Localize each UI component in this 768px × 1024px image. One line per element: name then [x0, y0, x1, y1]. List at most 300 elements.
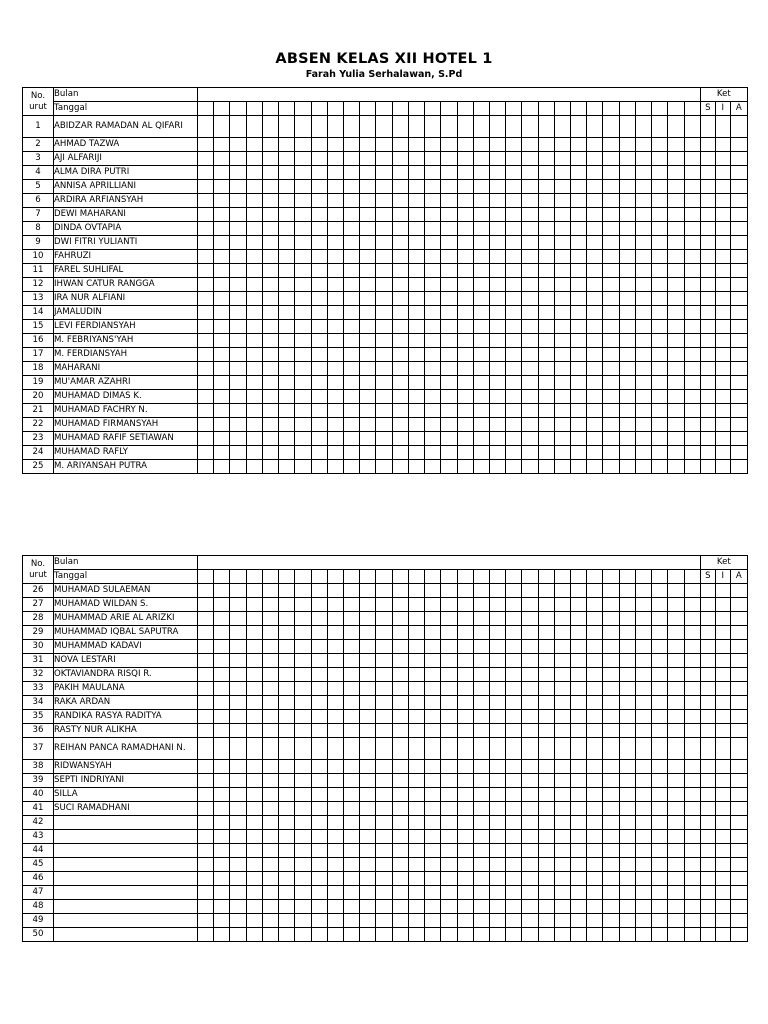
attendance-cell[interactable] — [360, 668, 376, 682]
attendance-cell[interactable] — [392, 774, 408, 788]
attendance-cell[interactable] — [587, 404, 603, 418]
attendance-cell[interactable] — [214, 802, 230, 816]
attendance-cell[interactable] — [619, 152, 635, 166]
attendance-cell[interactable] — [425, 724, 441, 738]
attendance-cell[interactable] — [246, 710, 262, 724]
attendance-cell[interactable] — [392, 626, 408, 640]
attendance-cell[interactable] — [441, 612, 457, 626]
attendance-cell[interactable] — [343, 222, 359, 236]
attendance-cell[interactable] — [279, 900, 295, 914]
attendance-cell[interactable] — [668, 334, 684, 348]
attendance-cell[interactable] — [376, 278, 392, 292]
attendance-cell[interactable] — [506, 682, 522, 696]
attendance-cell[interactable] — [343, 668, 359, 682]
attendance-cell[interactable] — [214, 180, 230, 194]
attendance-cell[interactable] — [457, 250, 473, 264]
attendance-cell[interactable] — [392, 584, 408, 598]
attendance-cell[interactable] — [587, 598, 603, 612]
attendance-cell[interactable] — [554, 738, 570, 760]
ket-sakit-cell[interactable] — [700, 460, 715, 474]
attendance-cell[interactable] — [489, 418, 505, 432]
attendance-cell[interactable] — [668, 362, 684, 376]
attendance-cell[interactable] — [506, 320, 522, 334]
attendance-cell[interactable] — [376, 446, 392, 460]
tanggal-cell[interactable] — [522, 102, 538, 116]
ket-alpha-cell[interactable] — [730, 390, 747, 404]
attendance-cell[interactable] — [668, 208, 684, 222]
attendance-cell[interactable] — [246, 654, 262, 668]
attendance-cell[interactable] — [425, 640, 441, 654]
ket-sakit-cell[interactable] — [700, 654, 715, 668]
attendance-cell[interactable] — [538, 278, 554, 292]
attendance-cell[interactable] — [376, 914, 392, 928]
attendance-cell[interactable] — [392, 362, 408, 376]
attendance-cell[interactable] — [441, 816, 457, 830]
attendance-cell[interactable] — [587, 166, 603, 180]
attendance-cell[interactable] — [425, 696, 441, 710]
attendance-cell[interactable] — [571, 682, 587, 696]
attendance-cell[interactable] — [441, 858, 457, 872]
attendance-cell[interactable] — [522, 152, 538, 166]
attendance-cell[interactable] — [684, 460, 700, 474]
attendance-cell[interactable] — [360, 886, 376, 900]
attendance-cell[interactable] — [392, 320, 408, 334]
attendance-cell[interactable] — [522, 334, 538, 348]
attendance-cell[interactable] — [214, 626, 230, 640]
attendance-cell[interactable] — [246, 738, 262, 760]
attendance-cell[interactable] — [262, 816, 278, 830]
attendance-cell[interactable] — [408, 194, 424, 208]
attendance-cell[interactable] — [473, 250, 489, 264]
attendance-cell[interactable] — [360, 292, 376, 306]
attendance-cell[interactable] — [538, 194, 554, 208]
attendance-cell[interactable] — [652, 710, 668, 724]
tanggal-cell[interactable] — [571, 102, 587, 116]
tanggal-cell[interactable] — [554, 570, 570, 584]
attendance-cell[interactable] — [343, 180, 359, 194]
attendance-cell[interactable] — [295, 264, 311, 278]
attendance-cell[interactable] — [457, 788, 473, 802]
attendance-cell[interactable] — [198, 774, 214, 788]
attendance-cell[interactable] — [457, 432, 473, 446]
attendance-cell[interactable] — [246, 306, 262, 320]
attendance-cell[interactable] — [376, 802, 392, 816]
attendance-cell[interactable] — [198, 788, 214, 802]
attendance-cell[interactable] — [392, 180, 408, 194]
attendance-cell[interactable] — [295, 446, 311, 460]
attendance-cell[interactable] — [668, 844, 684, 858]
attendance-cell[interactable] — [408, 446, 424, 460]
attendance-cell[interactable] — [408, 334, 424, 348]
attendance-cell[interactable] — [327, 250, 343, 264]
attendance-cell[interactable] — [311, 152, 327, 166]
attendance-cell[interactable] — [522, 886, 538, 900]
attendance-cell[interactable] — [668, 194, 684, 208]
attendance-cell[interactable] — [408, 696, 424, 710]
attendance-cell[interactable] — [587, 418, 603, 432]
attendance-cell[interactable] — [198, 668, 214, 682]
attendance-cell[interactable] — [538, 668, 554, 682]
ket-sakit-cell[interactable] — [700, 446, 715, 460]
attendance-cell[interactable] — [457, 376, 473, 390]
attendance-cell[interactable] — [392, 390, 408, 404]
attendance-cell[interactable] — [554, 872, 570, 886]
attendance-cell[interactable] — [619, 278, 635, 292]
attendance-cell[interactable] — [489, 696, 505, 710]
attendance-cell[interactable] — [343, 208, 359, 222]
attendance-cell[interactable] — [376, 640, 392, 654]
attendance-cell[interactable] — [587, 802, 603, 816]
attendance-cell[interactable] — [635, 928, 651, 942]
attendance-cell[interactable] — [198, 292, 214, 306]
attendance-cell[interactable] — [538, 584, 554, 598]
attendance-cell[interactable] — [230, 788, 246, 802]
attendance-cell[interactable] — [246, 460, 262, 474]
attendance-cell[interactable] — [230, 886, 246, 900]
attendance-cell[interactable] — [554, 774, 570, 788]
ket-alpha-cell[interactable] — [730, 292, 747, 306]
attendance-cell[interactable] — [489, 446, 505, 460]
attendance-cell[interactable] — [489, 760, 505, 774]
attendance-cell[interactable] — [408, 872, 424, 886]
attendance-cell[interactable] — [262, 390, 278, 404]
attendance-cell[interactable] — [376, 460, 392, 474]
ket-sakit-cell[interactable] — [700, 116, 715, 138]
attendance-cell[interactable] — [668, 390, 684, 404]
attendance-cell[interactable] — [425, 446, 441, 460]
attendance-cell[interactable] — [425, 654, 441, 668]
attendance-cell[interactable] — [522, 264, 538, 278]
ket-izin-cell[interactable] — [715, 858, 730, 872]
attendance-cell[interactable] — [295, 872, 311, 886]
ket-alpha-cell[interactable] — [730, 222, 747, 236]
attendance-cell[interactable] — [311, 376, 327, 390]
attendance-cell[interactable] — [214, 654, 230, 668]
attendance-cell[interactable] — [684, 710, 700, 724]
attendance-cell[interactable] — [408, 682, 424, 696]
attendance-cell[interactable] — [425, 760, 441, 774]
attendance-cell[interactable] — [279, 432, 295, 446]
attendance-cell[interactable] — [457, 194, 473, 208]
ket-izin-cell[interactable] — [715, 598, 730, 612]
attendance-cell[interactable] — [652, 236, 668, 250]
attendance-cell[interactable] — [506, 760, 522, 774]
attendance-cell[interactable] — [619, 264, 635, 278]
attendance-cell[interactable] — [506, 886, 522, 900]
ket-alpha-cell[interactable] — [730, 816, 747, 830]
attendance-cell[interactable] — [376, 404, 392, 418]
attendance-cell[interactable] — [635, 584, 651, 598]
attendance-cell[interactable] — [327, 460, 343, 474]
ket-sakit-cell[interactable] — [700, 250, 715, 264]
attendance-cell[interactable] — [327, 306, 343, 320]
attendance-cell[interactable] — [246, 222, 262, 236]
ket-sakit-cell[interactable] — [700, 710, 715, 724]
attendance-cell[interactable] — [198, 264, 214, 278]
attendance-cell[interactable] — [295, 886, 311, 900]
attendance-cell[interactable] — [538, 208, 554, 222]
attendance-cell[interactable] — [506, 180, 522, 194]
attendance-cell[interactable] — [295, 376, 311, 390]
ket-izin-cell[interactable] — [715, 696, 730, 710]
ket-izin-cell[interactable] — [715, 872, 730, 886]
attendance-cell[interactable] — [214, 724, 230, 738]
ket-alpha-cell[interactable] — [730, 598, 747, 612]
tanggal-cell[interactable] — [571, 570, 587, 584]
attendance-cell[interactable] — [668, 886, 684, 900]
attendance-cell[interactable] — [327, 788, 343, 802]
attendance-cell[interactable] — [522, 292, 538, 306]
attendance-cell[interactable] — [635, 180, 651, 194]
attendance-cell[interactable] — [635, 640, 651, 654]
ket-alpha-cell[interactable] — [730, 208, 747, 222]
attendance-cell[interactable] — [295, 682, 311, 696]
attendance-cell[interactable] — [230, 194, 246, 208]
attendance-cell[interactable] — [327, 816, 343, 830]
attendance-cell[interactable] — [230, 208, 246, 222]
attendance-cell[interactable] — [603, 152, 619, 166]
attendance-cell[interactable] — [587, 278, 603, 292]
attendance-cell[interactable] — [343, 724, 359, 738]
attendance-cell[interactable] — [295, 404, 311, 418]
tanggal-cell[interactable] — [652, 102, 668, 116]
ket-izin-cell[interactable] — [715, 612, 730, 626]
attendance-cell[interactable] — [652, 612, 668, 626]
attendance-cell[interactable] — [376, 180, 392, 194]
attendance-cell[interactable] — [473, 166, 489, 180]
attendance-cell[interactable] — [522, 900, 538, 914]
attendance-cell[interactable] — [668, 432, 684, 446]
attendance-cell[interactable] — [538, 250, 554, 264]
attendance-cell[interactable] — [392, 432, 408, 446]
attendance-cell[interactable] — [538, 760, 554, 774]
attendance-cell[interactable] — [619, 306, 635, 320]
attendance-cell[interactable] — [327, 886, 343, 900]
attendance-cell[interactable] — [554, 116, 570, 138]
attendance-cell[interactable] — [571, 264, 587, 278]
attendance-cell[interactable] — [506, 774, 522, 788]
attendance-cell[interactable] — [262, 844, 278, 858]
attendance-cell[interactable] — [554, 306, 570, 320]
attendance-cell[interactable] — [279, 418, 295, 432]
attendance-cell[interactable] — [425, 830, 441, 844]
attendance-cell[interactable] — [376, 682, 392, 696]
attendance-cell[interactable] — [425, 682, 441, 696]
attendance-cell[interactable] — [571, 612, 587, 626]
attendance-cell[interactable] — [327, 180, 343, 194]
tanggal-cell[interactable] — [441, 102, 457, 116]
attendance-cell[interactable] — [327, 802, 343, 816]
attendance-cell[interactable] — [295, 760, 311, 774]
attendance-cell[interactable] — [376, 788, 392, 802]
attendance-cell[interactable] — [376, 320, 392, 334]
tanggal-cell[interactable] — [603, 570, 619, 584]
attendance-cell[interactable] — [262, 668, 278, 682]
ket-alpha-cell[interactable] — [730, 362, 747, 376]
attendance-cell[interactable] — [214, 236, 230, 250]
attendance-cell[interactable] — [489, 376, 505, 390]
attendance-cell[interactable] — [376, 928, 392, 942]
attendance-cell[interactable] — [425, 844, 441, 858]
attendance-cell[interactable] — [506, 418, 522, 432]
ket-sakit-cell[interactable] — [700, 598, 715, 612]
attendance-cell[interactable] — [635, 682, 651, 696]
attendance-cell[interactable] — [538, 872, 554, 886]
attendance-cell[interactable] — [489, 654, 505, 668]
attendance-cell[interactable] — [230, 584, 246, 598]
attendance-cell[interactable] — [376, 724, 392, 738]
attendance-cell[interactable] — [652, 334, 668, 348]
ket-sakit-cell[interactable] — [700, 334, 715, 348]
attendance-cell[interactable] — [652, 348, 668, 362]
attendance-cell[interactable] — [635, 208, 651, 222]
attendance-cell[interactable] — [684, 668, 700, 682]
attendance-cell[interactable] — [554, 222, 570, 236]
attendance-cell[interactable] — [684, 376, 700, 390]
attendance-cell[interactable] — [198, 584, 214, 598]
attendance-cell[interactable] — [538, 696, 554, 710]
attendance-cell[interactable] — [441, 194, 457, 208]
attendance-cell[interactable] — [214, 116, 230, 138]
attendance-cell[interactable] — [603, 802, 619, 816]
attendance-cell[interactable] — [473, 844, 489, 858]
attendance-cell[interactable] — [230, 432, 246, 446]
attendance-cell[interactable] — [408, 348, 424, 362]
attendance-cell[interactable] — [668, 180, 684, 194]
attendance-cell[interactable] — [425, 208, 441, 222]
attendance-cell[interactable] — [279, 640, 295, 654]
attendance-cell[interactable] — [376, 668, 392, 682]
ket-izin-cell[interactable] — [715, 390, 730, 404]
ket-sakit-cell[interactable] — [700, 760, 715, 774]
attendance-cell[interactable] — [376, 710, 392, 724]
attendance-cell[interactable] — [506, 654, 522, 668]
attendance-cell[interactable] — [441, 900, 457, 914]
attendance-cell[interactable] — [343, 760, 359, 774]
attendance-cell[interactable] — [603, 306, 619, 320]
attendance-cell[interactable] — [684, 788, 700, 802]
attendance-cell[interactable] — [441, 180, 457, 194]
attendance-cell[interactable] — [295, 362, 311, 376]
attendance-cell[interactable] — [554, 250, 570, 264]
attendance-cell[interactable] — [246, 432, 262, 446]
attendance-cell[interactable] — [360, 390, 376, 404]
attendance-cell[interactable] — [360, 432, 376, 446]
attendance-cell[interactable] — [619, 928, 635, 942]
attendance-cell[interactable] — [441, 802, 457, 816]
attendance-cell[interactable] — [457, 738, 473, 760]
attendance-cell[interactable] — [652, 116, 668, 138]
attendance-cell[interactable] — [619, 236, 635, 250]
attendance-cell[interactable] — [343, 612, 359, 626]
attendance-cell[interactable] — [571, 844, 587, 858]
attendance-cell[interactable] — [587, 152, 603, 166]
attendance-cell[interactable] — [684, 208, 700, 222]
attendance-cell[interactable] — [343, 886, 359, 900]
attendance-cell[interactable] — [343, 264, 359, 278]
attendance-cell[interactable] — [295, 626, 311, 640]
attendance-cell[interactable] — [262, 640, 278, 654]
attendance-cell[interactable] — [360, 710, 376, 724]
attendance-cell[interactable] — [603, 362, 619, 376]
attendance-cell[interactable] — [279, 830, 295, 844]
attendance-cell[interactable] — [425, 116, 441, 138]
attendance-cell[interactable] — [587, 844, 603, 858]
attendance-cell[interactable] — [311, 348, 327, 362]
attendance-cell[interactable] — [262, 774, 278, 788]
attendance-cell[interactable] — [441, 760, 457, 774]
attendance-cell[interactable] — [635, 376, 651, 390]
attendance-cell[interactable] — [457, 760, 473, 774]
attendance-cell[interactable] — [554, 858, 570, 872]
attendance-cell[interactable] — [619, 844, 635, 858]
attendance-cell[interactable] — [571, 460, 587, 474]
attendance-cell[interactable] — [489, 872, 505, 886]
attendance-cell[interactable] — [279, 724, 295, 738]
attendance-cell[interactable] — [327, 668, 343, 682]
attendance-cell[interactable] — [311, 760, 327, 774]
attendance-cell[interactable] — [457, 208, 473, 222]
attendance-cell[interactable] — [279, 362, 295, 376]
attendance-cell[interactable] — [473, 138, 489, 152]
attendance-cell[interactable] — [652, 390, 668, 404]
attendance-cell[interactable] — [473, 612, 489, 626]
attendance-cell[interactable] — [489, 236, 505, 250]
attendance-cell[interactable] — [652, 418, 668, 432]
attendance-cell[interactable] — [619, 376, 635, 390]
attendance-cell[interactable] — [214, 928, 230, 942]
attendance-cell[interactable] — [392, 208, 408, 222]
attendance-cell[interactable] — [441, 626, 457, 640]
attendance-cell[interactable] — [262, 236, 278, 250]
attendance-cell[interactable] — [587, 640, 603, 654]
attendance-cell[interactable] — [392, 612, 408, 626]
attendance-cell[interactable] — [538, 460, 554, 474]
attendance-cell[interactable] — [279, 390, 295, 404]
attendance-cell[interactable] — [457, 858, 473, 872]
attendance-cell[interactable] — [473, 236, 489, 250]
attendance-cell[interactable] — [603, 320, 619, 334]
attendance-cell[interactable] — [441, 138, 457, 152]
attendance-cell[interactable] — [538, 844, 554, 858]
attendance-cell[interactable] — [571, 928, 587, 942]
attendance-cell[interactable] — [522, 418, 538, 432]
attendance-cell[interactable] — [360, 738, 376, 760]
attendance-cell[interactable] — [295, 320, 311, 334]
attendance-cell[interactable] — [376, 858, 392, 872]
ket-alpha-cell[interactable] — [730, 432, 747, 446]
attendance-cell[interactable] — [246, 250, 262, 264]
attendance-cell[interactable] — [214, 816, 230, 830]
attendance-cell[interactable] — [198, 376, 214, 390]
attendance-cell[interactable] — [522, 668, 538, 682]
attendance-cell[interactable] — [506, 250, 522, 264]
attendance-cell[interactable] — [619, 886, 635, 900]
attendance-cell[interactable] — [489, 640, 505, 654]
attendance-cell[interactable] — [554, 668, 570, 682]
attendance-cell[interactable] — [343, 390, 359, 404]
attendance-cell[interactable] — [327, 774, 343, 788]
ket-alpha-cell[interactable] — [730, 306, 747, 320]
ket-izin-cell[interactable] — [715, 724, 730, 738]
attendance-cell[interactable] — [538, 724, 554, 738]
attendance-cell[interactable] — [343, 640, 359, 654]
attendance-cell[interactable] — [457, 334, 473, 348]
attendance-cell[interactable] — [668, 900, 684, 914]
tanggal-cell[interactable] — [603, 102, 619, 116]
attendance-cell[interactable] — [441, 362, 457, 376]
attendance-cell[interactable] — [603, 264, 619, 278]
